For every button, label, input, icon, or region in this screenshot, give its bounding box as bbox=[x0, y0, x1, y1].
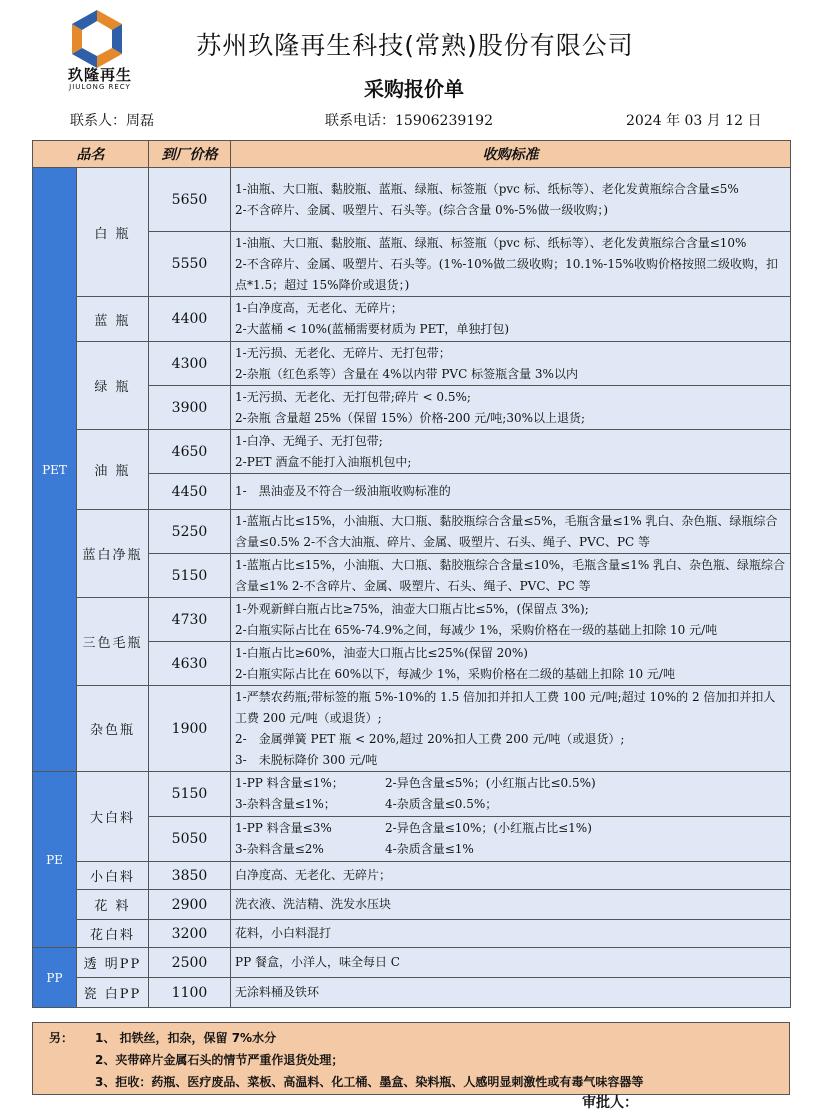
note-item: 3、拒收：药瓶、医疗废品、菜板、高温料、化工桶、墨盒、染料瓶、人感明显刺激性或有毒气味容器等 bbox=[95, 1075, 644, 1089]
price-cell: 5250 bbox=[149, 510, 231, 554]
standard-cell: 1-外观新鲜白瓶占比≥75%，油壶大口瓶占比≤5%，(保留点 3%); 2-白瓶实际占比在 65%-74.9%之间，每减少 1%，采购价格在一级的基础上扣除 10 元/吨 bbox=[231, 598, 791, 642]
category-pp: PP bbox=[33, 948, 77, 1008]
page-title: 采购报价单 bbox=[364, 77, 464, 101]
price-cell: 4400 bbox=[149, 297, 231, 342]
standard-cell: 1-白净、无绳子、无打包带; 2-PET 酒盒不能打入油瓶机包中; bbox=[231, 430, 791, 474]
standard-cell: 1-油瓶、大口瓶、黏胶瓶、蓝瓶、绿瓶、标签瓶（pvc 标、纸标等）、老化发黄瓶综合含量≤5% 2-不含碎片、金属、吸塑片、石头等。(综合含量 0%-5%做一级收购；) bbox=[231, 168, 791, 232]
standard-cell: 1-白瓶占比≥60%，油壶大口瓶占比≤25%(保留 20%) 2-白瓶实际占比在 60%以下，每减少 1%，采购价格在二级的基础上扣除 10 元/吨 bbox=[231, 642, 791, 686]
product-name: 蓝白净瓶 bbox=[77, 510, 149, 598]
price-cell: 1900 bbox=[149, 686, 231, 772]
standard-cell: 1-严禁农药瓶;带标签的瓶 5%-10%的 1.5 倍加扣并扣人工费 100 元/吨;超过 10%的 2 倍加扣并扣人工费 200 元/吨（或退货）; 2- 金属弹簧 PET 瓶 < 20%,超过 20%扣人工费 200 元/吨（或退货）; 3- 未脱标降价 300 元/吨 bbox=[231, 686, 791, 772]
table-row bbox=[33, 772, 791, 817]
table-row bbox=[33, 510, 791, 554]
price-cell: 4730 bbox=[149, 598, 231, 642]
table-row bbox=[33, 168, 791, 232]
price-cell: 4450 bbox=[149, 474, 231, 510]
standard-cell: 无涂料桶及铁环 bbox=[231, 978, 791, 1008]
table-row bbox=[33, 430, 791, 474]
standard-cell: 1-蓝瓶占比≤15%，小油瓶、大口瓶、黏胶瓶综合含量≤5%，毛瓶含量≤1% 乳白、杂色瓶、绿瓶综合含量≤0.5% 2-不含大油瓶、碎片、金属、吸塑片、石头、绳子、PVC、PC 等 bbox=[231, 510, 791, 554]
standard-cell: 洗衣液、洗洁精、洗发水压块 bbox=[231, 890, 791, 920]
product-name: 三色毛瓶 bbox=[77, 598, 149, 686]
product-name: 绿 瓶 bbox=[77, 342, 149, 430]
table-row bbox=[33, 890, 791, 920]
notes-prefix: 另： bbox=[49, 1031, 74, 1045]
price-cell: 3900 bbox=[149, 386, 231, 430]
price-cell: 2500 bbox=[149, 948, 231, 978]
standard-cell: 1-白净度高，无老化、无碎片； 2-大蓝桶 < 10%(蓝桶需要材质为 PET，单独打包) bbox=[231, 297, 791, 342]
product-name: 花 料 bbox=[77, 890, 149, 920]
standard-cell: 花料，小白料混打 bbox=[231, 920, 791, 948]
table-row bbox=[33, 342, 791, 386]
column-header-standard: 收购标准 bbox=[231, 141, 791, 168]
table-row bbox=[33, 948, 791, 978]
product-name: 透 明PP bbox=[77, 948, 149, 978]
price-cell: 4650 bbox=[149, 430, 231, 474]
table-row bbox=[33, 862, 791, 890]
table-row bbox=[33, 598, 791, 642]
price-cell: 5150 bbox=[149, 772, 231, 817]
approver-label: 审批人： bbox=[582, 1095, 638, 1111]
note-item: 2、夹带碎片金属石头的情节严重作退货处理； bbox=[95, 1053, 344, 1067]
contact-phone: 联系电话：15906239192 bbox=[325, 113, 493, 129]
product-name: 瓷 白PP bbox=[77, 978, 149, 1008]
standard-cell: 1-PP 料含量≤1%； 2-异色含量≤5%；(小红瓶占比≤0.5%) 3-杂料含量≤1%； 4-杂质含量≤0.5%； bbox=[231, 772, 791, 817]
price-cell: 5550 bbox=[149, 232, 231, 297]
product-name: 白 瓶 bbox=[77, 168, 149, 297]
price-cell: 4630 bbox=[149, 642, 231, 686]
product-name: 油 瓶 bbox=[77, 430, 149, 510]
category-pe: PE bbox=[33, 772, 77, 948]
standard-cell: 1-无污损、无老化、无碎片、无打包带； 2-杂瓶（红色系等）含量在 4%以内带 PVC 标签瓶含量 3%以内 bbox=[231, 342, 791, 386]
price-cell: 5050 bbox=[149, 817, 231, 862]
standard-cell: 1-蓝瓶占比≤15%，小油瓶、大口瓶、黏胶瓶综合含量≤10%，毛瓶含量≤1% 乳白、杂色瓶、绿瓶综合含量≤1% 2-不含碎片、金属、吸塑片、石头、绳子、PVC、PC 等 bbox=[231, 554, 791, 598]
column-header-name: 品名 bbox=[33, 141, 149, 168]
standard-cell: 白净度高、无老化、无碎片； bbox=[231, 862, 791, 890]
company-name: 苏州玖隆再生科技(常熟)股份有限公司 bbox=[196, 31, 634, 60]
logo-subtext: JIULONG RECY bbox=[69, 83, 131, 91]
price-table bbox=[32, 140, 791, 1008]
price-cell: 4300 bbox=[149, 342, 231, 386]
category-pet: PET bbox=[33, 168, 77, 772]
standard-cell: 1-无污损、无老化、无打包带;碎片 < 0.5%; 2-杂瓶 含量超 25%（保留 15%）价格-200 元/吨;30%以上退货; bbox=[231, 386, 791, 430]
table-row bbox=[33, 686, 791, 772]
price-cell: 3850 bbox=[149, 862, 231, 890]
price-cell: 5650 bbox=[149, 168, 231, 232]
price-cell: 5150 bbox=[149, 554, 231, 598]
standard-cell: 1-PP 料含量≤3% 2-异色含量≤10%；(小红瓶占比≤1%) 3-杂料含量≤2% 4-杂质含量≤1% bbox=[231, 817, 791, 862]
logo-text: 玖隆再生 bbox=[67, 66, 132, 84]
product-name: 蓝 瓶 bbox=[77, 297, 149, 342]
price-cell: 2900 bbox=[149, 890, 231, 920]
note-item: 1、 扣铁丝，扣杂，保留 7%水分 bbox=[95, 1031, 277, 1045]
product-name: 大白料 bbox=[77, 772, 149, 862]
table-row bbox=[33, 978, 791, 1008]
table-row bbox=[33, 297, 791, 342]
standard-cell: 1- 黑油壶及不符合一级油瓶收购标准的 bbox=[231, 474, 791, 510]
document-date: 2024 年 03 月 12 日 bbox=[626, 113, 762, 129]
column-header-price: 到厂价格 bbox=[149, 141, 231, 168]
product-name: 花白料 bbox=[77, 920, 149, 948]
standard-cell: PP 餐盒，小洋人，味全每日 C bbox=[231, 948, 791, 978]
price-cell: 3200 bbox=[149, 920, 231, 948]
contact-person: 联系人：周磊 bbox=[70, 113, 154, 129]
table-row bbox=[33, 920, 791, 948]
product-name: 杂色瓶 bbox=[77, 686, 149, 772]
document-header bbox=[0, 0, 828, 140]
price-cell: 1100 bbox=[149, 978, 231, 1008]
notes-section bbox=[32, 1022, 790, 1095]
standard-cell: 1-油瓶、大口瓶、黏胶瓶、蓝瓶、绿瓶、标签瓶（pvc 标、纸标等）、老化发黄瓶综合含量≤10% 2-不含碎片、金属、吸塑片、石头等。(1%-10%做二级收购；10.1%-15%收购价格按照二级收购，扣点*1.5；超过 15%降价或退货；) bbox=[231, 232, 791, 297]
product-name: 小白料 bbox=[77, 862, 149, 890]
table-header-row bbox=[33, 141, 791, 168]
